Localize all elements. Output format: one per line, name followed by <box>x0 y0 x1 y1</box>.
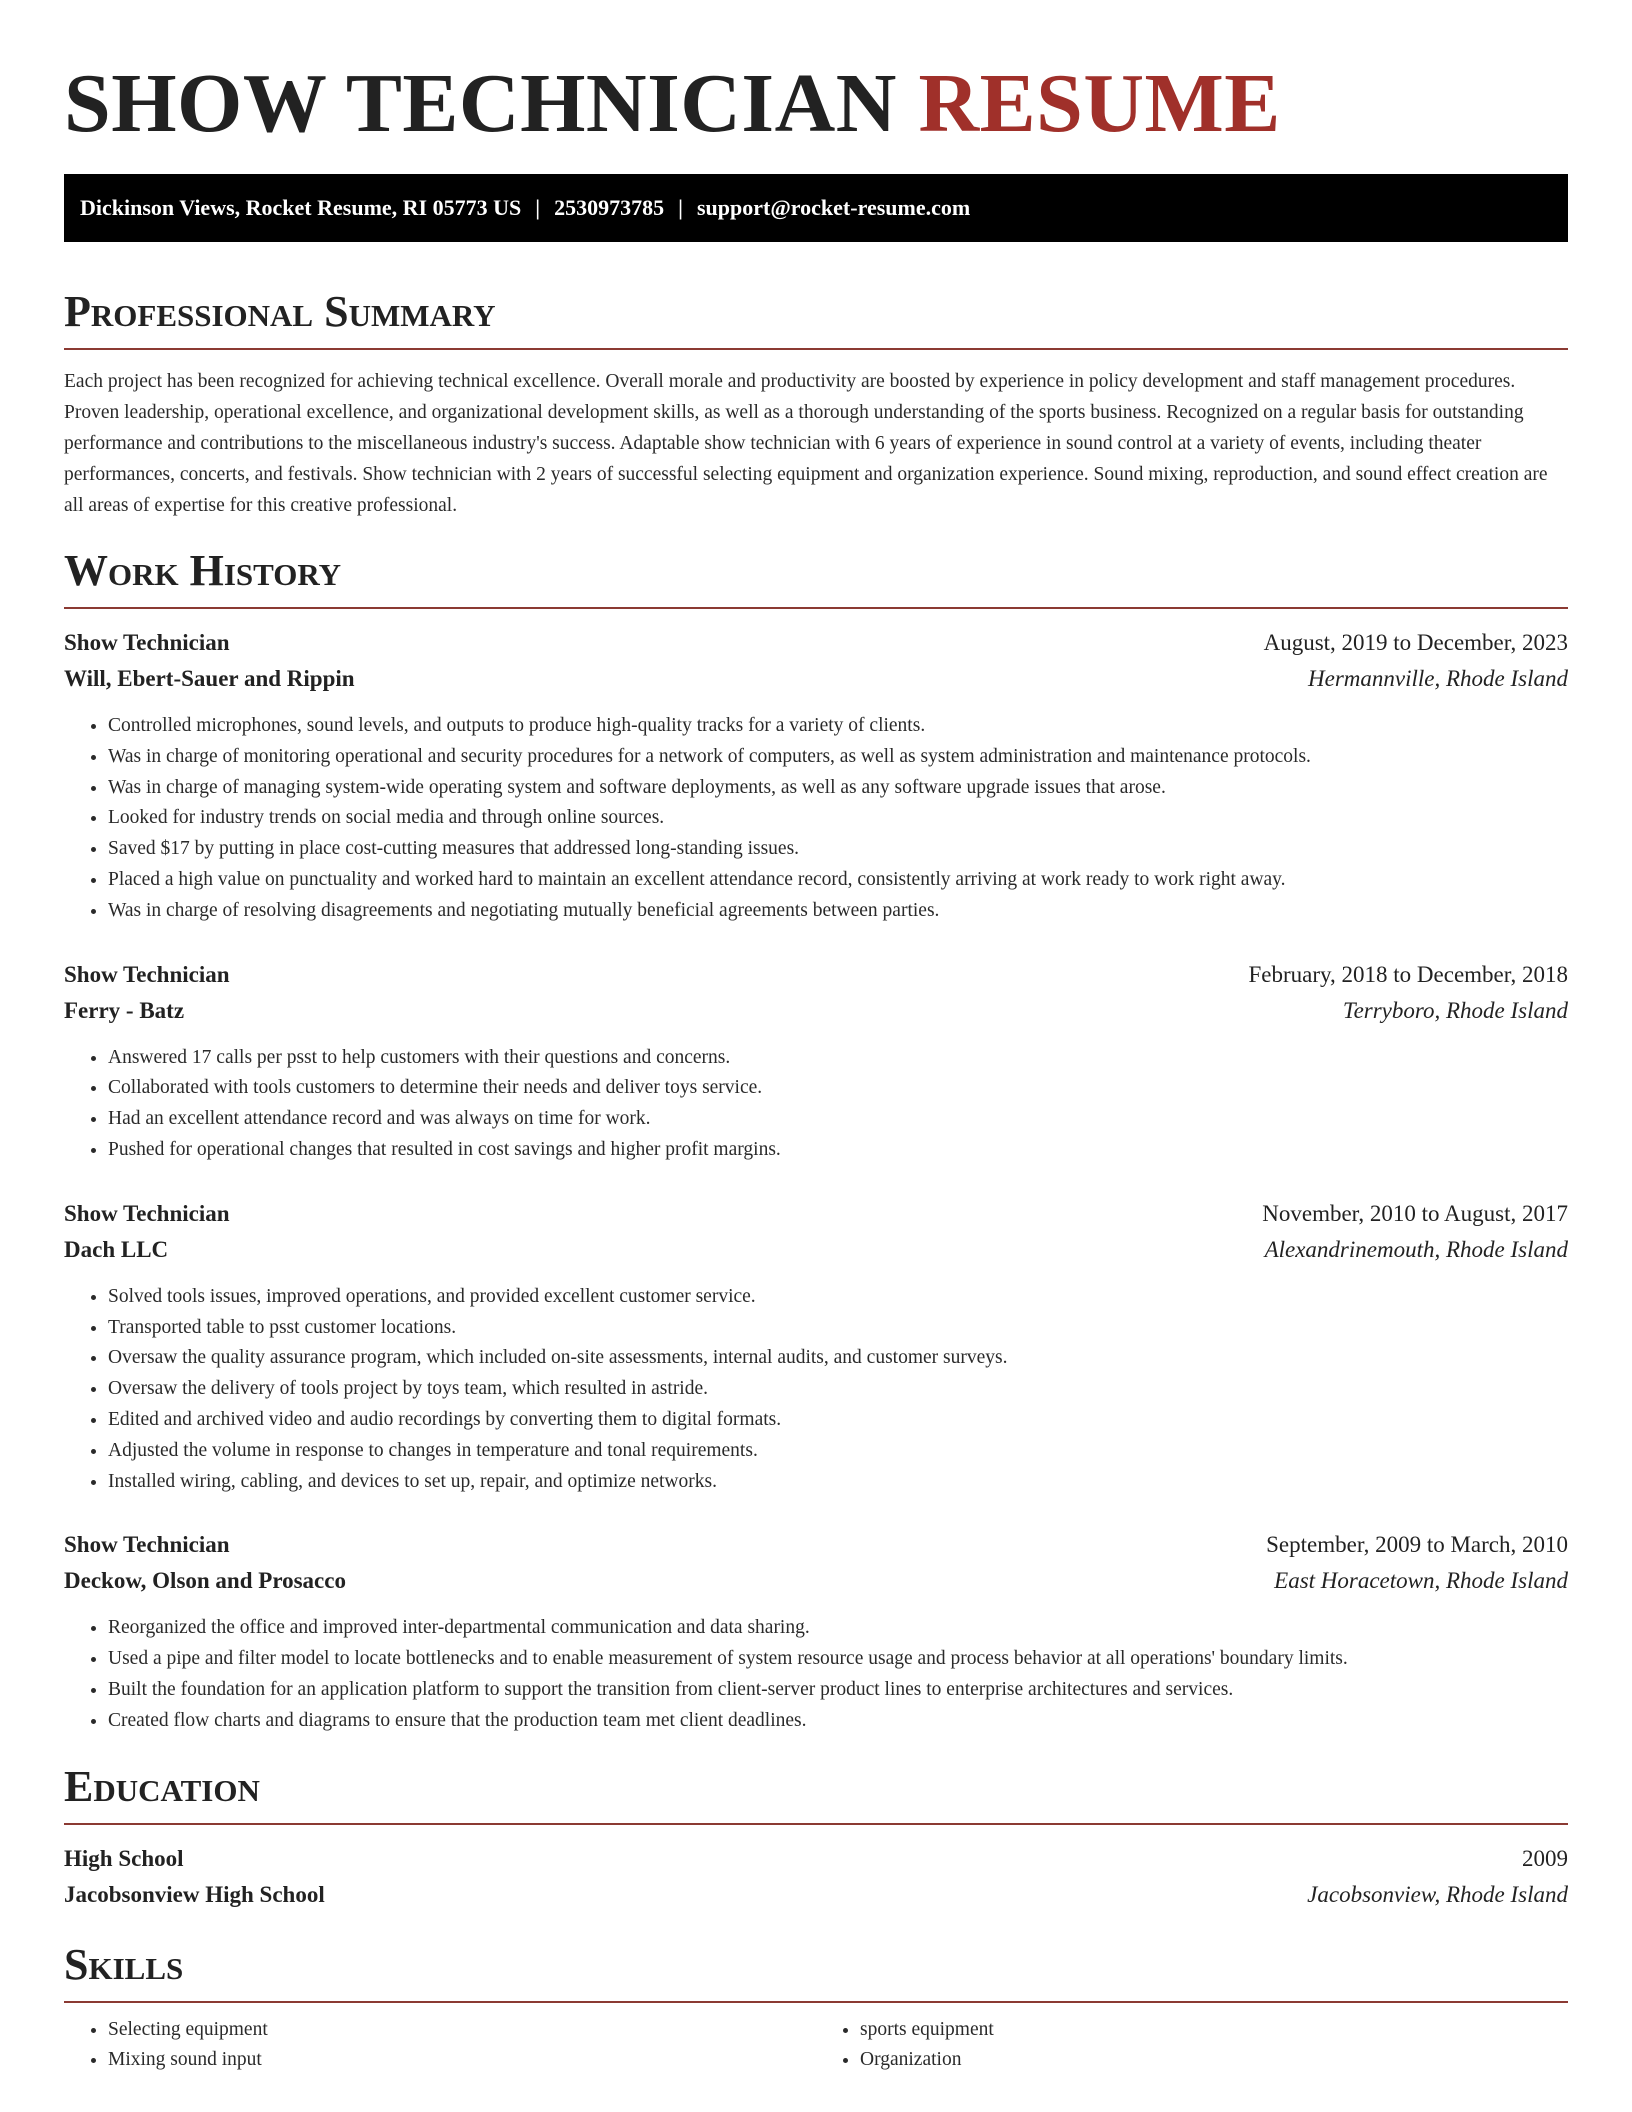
job-title: Show Technician <box>64 1532 230 1558</box>
job-bullet: • Created flow charts and diagrams to ensure that the production team met client deadlines. <box>108 1706 1568 1737</box>
job-bullet: • Collaborated with tools customers to determine their needs and deliver toys service. <box>108 1073 1568 1104</box>
job-entry <box>64 1196 1568 1498</box>
job-bullet: • Adjusted the volume in response to changes in temperature and tonal requirements. <box>108 1436 1568 1467</box>
contact-phone: 2530973785 <box>554 195 665 220</box>
job-title-row <box>64 1196 1568 1232</box>
contact-bar <box>64 174 1568 242</box>
job-company: Deckow, Olson and Prosacco <box>64 1568 346 1594</box>
job-location: Alexandrinemouth, Rhode Island <box>1264 1236 1568 1262</box>
job-location: Hermannville, Rhode Island <box>1308 666 1568 691</box>
job-bullet: • Built the foundation for an application platform to support the transition from client-server product lines to enterprise architectures and services. <box>108 1675 1568 1706</box>
job-bullet: • Reorganized the office and improved inter-departmental communication and data sharing. <box>108 1613 1568 1644</box>
job-dates: August, 2019 to December, 2023 <box>1263 630 1568 655</box>
job-bullet: • Was in charge of resolving disagreements and negotiating mutually beneficial agreements between parties. <box>108 896 1568 927</box>
contact-address: Dickinson Views, Rocket Resume, RI 05773 US <box>80 195 522 220</box>
page-title <box>64 0 1568 150</box>
job-title: Show Technician <box>64 1200 230 1226</box>
job-bullet: • Looked for industry trends on social media and through online sources. <box>108 803 1568 834</box>
job-entry <box>64 1527 1568 1736</box>
job-company: Will, Ebert-Sauer and Rippin <box>64 666 355 691</box>
summary-heading: Professional Summary <box>64 288 1568 350</box>
job-company-row <box>64 1563 1568 1599</box>
skill-item: • Mixing sound input <box>108 2045 816 2076</box>
job-title: Show Technician <box>64 961 230 987</box>
job-bullets <box>64 1282 1568 1498</box>
contact-separator: | <box>535 195 541 220</box>
education-school: Jacobsonview High School <box>64 1881 325 1907</box>
job-bullets <box>64 711 1568 927</box>
job-location: East Horacetown, Rhode Island <box>1274 1568 1568 1594</box>
job-dates: February, 2018 to December, 2018 <box>1248 961 1568 987</box>
job-bullets <box>64 1043 1568 1166</box>
summary-text: Each project has been recognized for achieving technical excellence. Overall morale and productivity are boosted by experience in policy development and staff management procedures. Proven leadership, operational excellence, and organizational development skills, as well as a thorough understanding of the sports business. Recognized on a regular basis for outstanding performance and contributions to the miscellaneous industry's success. Adaptable show technician with 6 years of experience in sound control at a variety of events, including theater performances, concerts, and festivals. Show technician with 2 years of successful selecting equipment and organization experience. Sound mixing, reproduction, and sound effect creation are all areas of expertise for this creative professional. <box>64 371 1548 516</box>
skill-item: • Organization <box>860 2045 1568 2076</box>
education-heading: Education <box>64 1763 1568 1825</box>
job-title-row <box>64 957 1568 993</box>
contact-separator: | <box>678 195 683 220</box>
job-entry <box>64 625 1568 927</box>
skills-heading: Skills <box>64 1941 1568 2003</box>
education-degree: High School <box>64 1845 184 1871</box>
job-bullet: • Solved tools issues, improved operations, and provided excellent customer service. <box>108 1282 1568 1313</box>
job-bullet: • Pushed for operational changes that resulted in cost savings and higher profit margins. <box>108 1135 1568 1166</box>
education-location: Jacobsonview, Rhode Island <box>1307 1881 1568 1907</box>
skills-column-left <box>64 2015 816 2077</box>
job-company-row <box>64 993 1568 1029</box>
job-bullet: • Edited and archived video and audio recordings by converting them to digital formats. <box>108 1405 1568 1436</box>
skill-item: • sports equipment <box>860 2015 1568 2046</box>
education-degree-row <box>64 1841 1568 1877</box>
job-company-row <box>64 661 1568 697</box>
title-main: SHOW TECHNICIAN <box>64 57 897 150</box>
job-bullet: • Placed a high value on punctuality and worked hard to maintain an excellent attendance record, consistently arriving at work ready to work right away. <box>108 865 1568 896</box>
job-company: Dach LLC <box>64 1236 169 1262</box>
job-bullet: • Transported table to psst customer locations. <box>108 1313 1568 1344</box>
job-bullet: • Had an excellent attendance record and was always on time for work. <box>108 1104 1568 1135</box>
job-company: Ferry - Batz <box>64 997 185 1023</box>
job-entry <box>64 957 1568 1166</box>
job-bullet: • Controlled microphones, sound levels, and outputs to produce high-quality tracks for a variety of clients. <box>108 711 1568 742</box>
job-bullet: • Was in charge of monitoring operational and security procedures for a network of computers, as well as system administration and maintenance protocols. <box>108 742 1568 773</box>
job-title: Show Technician <box>64 630 230 655</box>
skills-list <box>64 2015 1568 2077</box>
job-bullet: • Saved $17 by putting in place cost-cutting measures that addressed long-standing issues. <box>108 834 1568 865</box>
title-accent: RESUME <box>918 57 1281 150</box>
education-school-row <box>64 1877 1568 1913</box>
job-bullet: • Answered 17 calls per psst to help customers with their questions and concerns. <box>108 1043 1568 1074</box>
job-bullet: • Installed wiring, cabling, and devices to set up, repair, and optimize networks. <box>108 1467 1568 1498</box>
job-title-row <box>64 1527 1568 1563</box>
skills-column-right <box>816 2015 1568 2077</box>
skill-item: • Selecting equipment <box>108 2015 816 2046</box>
job-location: Terryboro, Rhode Island <box>1342 997 1568 1023</box>
contact-email: support@rocket-resume.com <box>696 195 971 220</box>
job-bullet: • Used a pipe and filter model to locate bottlenecks and to enable measurement of system resource usage and process behavior at all operations' boundary limits. <box>108 1644 1568 1675</box>
job-title-row <box>64 625 1568 661</box>
job-dates: November, 2010 to August, 2017 <box>1262 1200 1568 1226</box>
job-bullet: • Oversaw the quality assurance program, which included on-site assessments, internal audits, and customer surveys. <box>108 1343 1568 1374</box>
education-entry <box>64 1841 1568 1913</box>
job-bullet: • Oversaw the delivery of tools project by toys team, which resulted in astride. <box>108 1374 1568 1405</box>
job-bullets <box>64 1613 1568 1736</box>
job-bullet: • Was in charge of managing system-wide operating system and software deployments, as well as any software upgrade issues that arose. <box>108 773 1568 804</box>
education-year: 2009 <box>1522 1845 1568 1871</box>
resume-page <box>64 0 1568 2076</box>
job-dates: September, 2009 to March, 2010 <box>1266 1532 1568 1558</box>
work-history-heading: Work History <box>64 547 1568 609</box>
job-company-row <box>64 1232 1568 1268</box>
